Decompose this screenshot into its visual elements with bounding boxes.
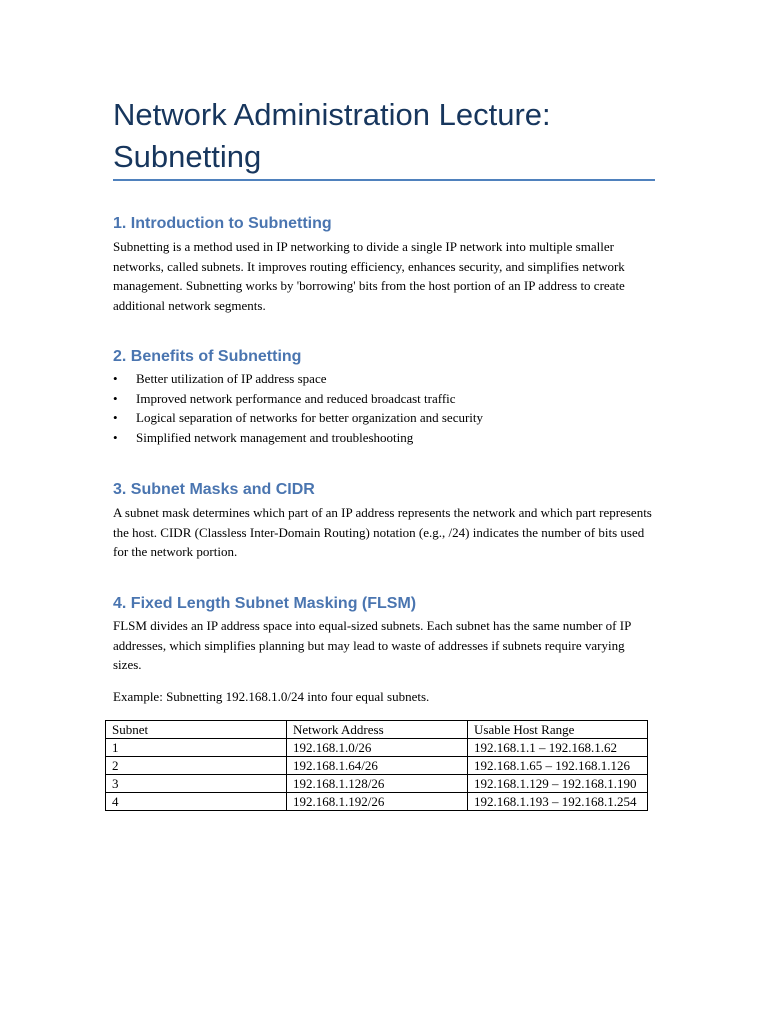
table-header-cell: Network Address	[287, 721, 468, 739]
table-row	[106, 739, 648, 757]
example-caption: Example: Subnetting 192.168.1.0/24 into four equal subnets.	[113, 689, 430, 704]
section-paragraph-subnet-masks: A subnet mask determines which part of an IP address represents the network and which part represents the host. CIDR (Classless Inter-Domain Routing) notation (e.g., /24) indicates the number of bits used for the network portion.	[113, 505, 652, 559]
table-cell: 192.168.1.128/26	[287, 775, 468, 793]
section-heading-flsm: 4. Fixed Length Subnet Masking (FLSM)	[113, 595, 417, 612]
section-heading-subnet-masks: 3. Subnet Masks and CIDR	[113, 481, 315, 498]
table-cell: 192.168.1.192/26	[287, 793, 468, 811]
table-header-cell: Usable Host Range	[468, 721, 648, 739]
list-item	[113, 389, 483, 409]
list-item	[113, 369, 483, 389]
list-item-text: Logical separation of networks for better organization and security	[136, 410, 484, 425]
section-heading-introduction: 1. Introduction to Subnetting	[113, 215, 332, 232]
list-item-text: Improved network performance and reduced broadcast traffic	[136, 390, 456, 406]
table-row	[106, 757, 648, 775]
bullet-icon: •	[113, 371, 118, 386]
table-cell: 192.168.1.129 – 192.168.1.190	[468, 775, 648, 793]
bullet-icon: •	[113, 390, 118, 406]
bullet-icon: •	[113, 410, 118, 425]
table-row	[106, 793, 648, 811]
table-cell: 4	[106, 793, 287, 811]
table-cell: 192.168.1.65 – 192.168.1.126	[468, 757, 648, 775]
table-cell: 192.168.1.64/26	[287, 757, 468, 775]
table-cell: 192.168.1.1 – 192.168.1.62	[468, 739, 648, 757]
table-header-cell: Subnet	[106, 721, 287, 739]
subnet-table	[105, 720, 648, 811]
table-cell: 192.168.1.0/26	[287, 739, 468, 757]
page-title: Network Administration Lecture: Subnetting	[113, 97, 551, 174]
benefits-list	[113, 369, 483, 447]
table-cell: 2	[106, 757, 287, 775]
bullet-icon: •	[113, 429, 118, 445]
list-item	[113, 408, 483, 428]
list-item-text: Simplified network management and troubleshooting	[136, 429, 414, 445]
list-item	[113, 428, 483, 448]
table-cell: 3	[106, 775, 287, 793]
table-cell: 192.168.1.193 – 192.168.1.254	[468, 793, 648, 811]
list-item-text: Better utilization of IP address space	[136, 371, 327, 386]
section-heading-benefits: 2. Benefits of Subnetting	[113, 348, 302, 365]
section-paragraph-introduction: Subnetting is a method used in IP networking to divide a single IP network into multiple smaller networks, called subnets. It improves routing efficiency, enhances security, and simplifies network management. Subnetting works by 'borrowing' bits from the host portion of an IP address to create additional network segments.	[113, 239, 625, 313]
section-paragraph-flsm: FLSM divides an IP address space into equal-sized subnets. Each subnet has the same number of IP addresses, which simplifies planning but may lead to waste of addresses if subnets require varying sizes.	[113, 618, 631, 672]
table-row	[106, 775, 648, 793]
title-divider	[113, 179, 655, 181]
table-header-row	[106, 721, 648, 739]
table-cell: 1	[106, 739, 287, 757]
